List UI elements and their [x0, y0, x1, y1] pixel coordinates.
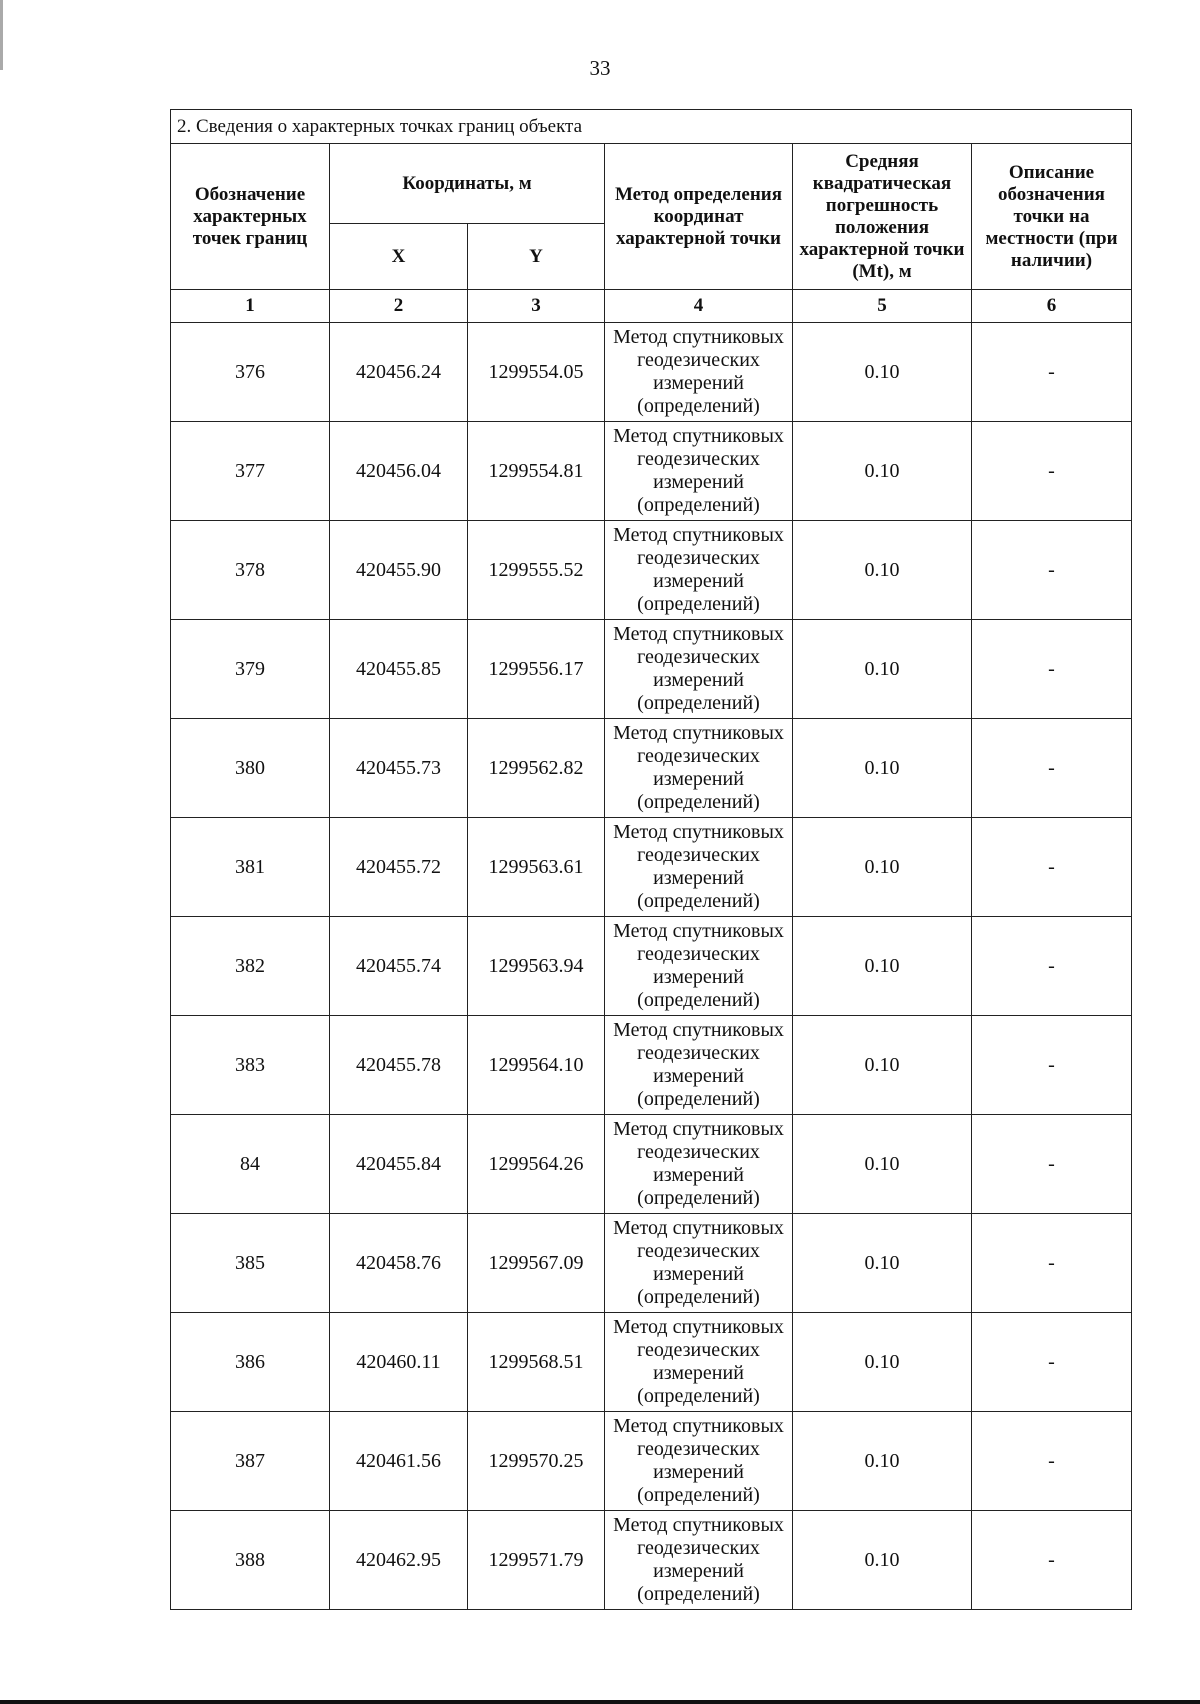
header-y: Y: [468, 224, 605, 290]
cell-y: 1299567.09: [468, 1214, 605, 1313]
column-number: 6: [972, 290, 1132, 323]
section-title: 2. Сведения о характерных точках границ объекта: [171, 110, 1132, 144]
cell-y: 1299555.52: [468, 521, 605, 620]
cell-method: Метод спутниковых геодезических измерений (определений): [605, 917, 793, 1016]
cell-point: 386: [171, 1313, 330, 1412]
cell-y: 1299570.25: [468, 1412, 605, 1511]
cell-point: 388: [171, 1511, 330, 1610]
cell-error: 0.10: [793, 719, 972, 818]
cell-y: 1299554.05: [468, 323, 605, 422]
table-row: [171, 818, 1132, 917]
cell-error: 0.10: [793, 422, 972, 521]
table-row: [171, 1412, 1132, 1511]
cell-error: 0.10: [793, 620, 972, 719]
cell-error: 0.10: [793, 1016, 972, 1115]
table-row: [171, 323, 1132, 422]
cell-description: -: [972, 1115, 1132, 1214]
cell-point: 376: [171, 323, 330, 422]
cell-y: 1299562.82: [468, 719, 605, 818]
cell-description: -: [972, 521, 1132, 620]
cell-point: 377: [171, 422, 330, 521]
cell-y: 1299554.81: [468, 422, 605, 521]
cell-description: -: [972, 1511, 1132, 1610]
column-numbers-row: [171, 290, 1132, 323]
cell-y: 1299568.51: [468, 1313, 605, 1412]
table-row: [171, 1313, 1132, 1412]
column-number: 4: [605, 290, 793, 323]
cell-description: -: [972, 917, 1132, 1016]
cell-x: 420455.74: [330, 917, 468, 1016]
cell-method: Метод спутниковых геодезических измерений (определений): [605, 719, 793, 818]
cell-point: 84: [171, 1115, 330, 1214]
cell-y: 1299563.94: [468, 917, 605, 1016]
cell-method: Метод спутниковых геодезических измерений (определений): [605, 323, 793, 422]
cell-description: -: [972, 620, 1132, 719]
cell-x: 420456.04: [330, 422, 468, 521]
cell-method: Метод спутниковых геодезических измерений (определений): [605, 1115, 793, 1214]
cell-point: 382: [171, 917, 330, 1016]
cell-method: Метод спутниковых геодезических измерений (определений): [605, 422, 793, 521]
scan-bottom-border: [0, 1700, 1200, 1704]
cell-y: 1299564.10: [468, 1016, 605, 1115]
header-coordinates: Координаты, м: [330, 144, 605, 224]
cell-error: 0.10: [793, 1313, 972, 1412]
cell-x: 420455.73: [330, 719, 468, 818]
cell-y: 1299556.17: [468, 620, 605, 719]
cell-y: 1299564.26: [468, 1115, 605, 1214]
cell-point: 380: [171, 719, 330, 818]
cell-error: 0.10: [793, 323, 972, 422]
cell-point: 385: [171, 1214, 330, 1313]
cell-x: 420455.90: [330, 521, 468, 620]
table-row: [171, 1511, 1132, 1610]
table-row: [171, 1115, 1132, 1214]
cell-point: 381: [171, 818, 330, 917]
cell-error: 0.10: [793, 521, 972, 620]
cell-point: 379: [171, 620, 330, 719]
cell-method: Метод спутниковых геодезических измерений (определений): [605, 1313, 793, 1412]
cell-method: Метод спутниковых геодезических измерений (определений): [605, 1511, 793, 1610]
cell-y: 1299563.61: [468, 818, 605, 917]
cell-error: 0.10: [793, 1511, 972, 1610]
cell-description: -: [972, 1412, 1132, 1511]
table-row: [171, 422, 1132, 521]
header-method: Метод определения координат характерной точки: [605, 144, 793, 290]
cell-method: Метод спутниковых геодезических измерений (определений): [605, 1016, 793, 1115]
cell-method: Метод спутниковых геодезических измерений (определений): [605, 620, 793, 719]
cell-error: 0.10: [793, 1214, 972, 1313]
cell-x: 420455.78: [330, 1016, 468, 1115]
table-row: [171, 620, 1132, 719]
cell-description: -: [972, 1313, 1132, 1412]
cell-x: 420456.24: [330, 323, 468, 422]
cell-error: 0.10: [793, 917, 972, 1016]
cell-description: -: [972, 323, 1132, 422]
table-row: [171, 1016, 1132, 1115]
header-x: X: [330, 224, 468, 290]
cell-x: 420455.72: [330, 818, 468, 917]
cell-point: 378: [171, 521, 330, 620]
column-number: 2: [330, 290, 468, 323]
cell-error: 0.10: [793, 1412, 972, 1511]
header-description: Описание обозначения точки на местности (при наличии): [972, 144, 1132, 290]
cell-point: 387: [171, 1412, 330, 1511]
cell-method: Метод спутниковых геодезических измерений (определений): [605, 521, 793, 620]
cell-method: Метод спутниковых геодезических измерений (определений): [605, 1214, 793, 1313]
header-error: Средняя квадратическая погрешность положения характерной точки (Mt), м: [793, 144, 972, 290]
table-row: [171, 1214, 1132, 1313]
cell-description: -: [972, 719, 1132, 818]
cell-x: 420458.76: [330, 1214, 468, 1313]
cell-x: 420460.11: [330, 1313, 468, 1412]
cell-y: 1299571.79: [468, 1511, 605, 1610]
table-row: [171, 719, 1132, 818]
column-number: 1: [171, 290, 330, 323]
cell-point: 383: [171, 1016, 330, 1115]
cell-description: -: [972, 818, 1132, 917]
cell-x: 420462.95: [330, 1511, 468, 1610]
boundary-points-table: [170, 109, 1132, 1610]
column-number: 5: [793, 290, 972, 323]
cell-description: -: [972, 1016, 1132, 1115]
cell-description: -: [972, 1214, 1132, 1313]
cell-method: Метод спутниковых геодезических измерений (определений): [605, 1412, 793, 1511]
page-number: 33: [589, 56, 611, 80]
cell-x: 420461.56: [330, 1412, 468, 1511]
cell-x: 420455.85: [330, 620, 468, 719]
header-designation: Обозначение характерных точек границ: [171, 144, 330, 290]
column-number: 3: [468, 290, 605, 323]
cell-x: 420455.84: [330, 1115, 468, 1214]
cell-description: -: [972, 422, 1132, 521]
cell-error: 0.10: [793, 818, 972, 917]
table-row: [171, 917, 1132, 1016]
table-row: [171, 521, 1132, 620]
cell-method: Метод спутниковых геодезических измерений (определений): [605, 818, 793, 917]
cell-error: 0.10: [793, 1115, 972, 1214]
